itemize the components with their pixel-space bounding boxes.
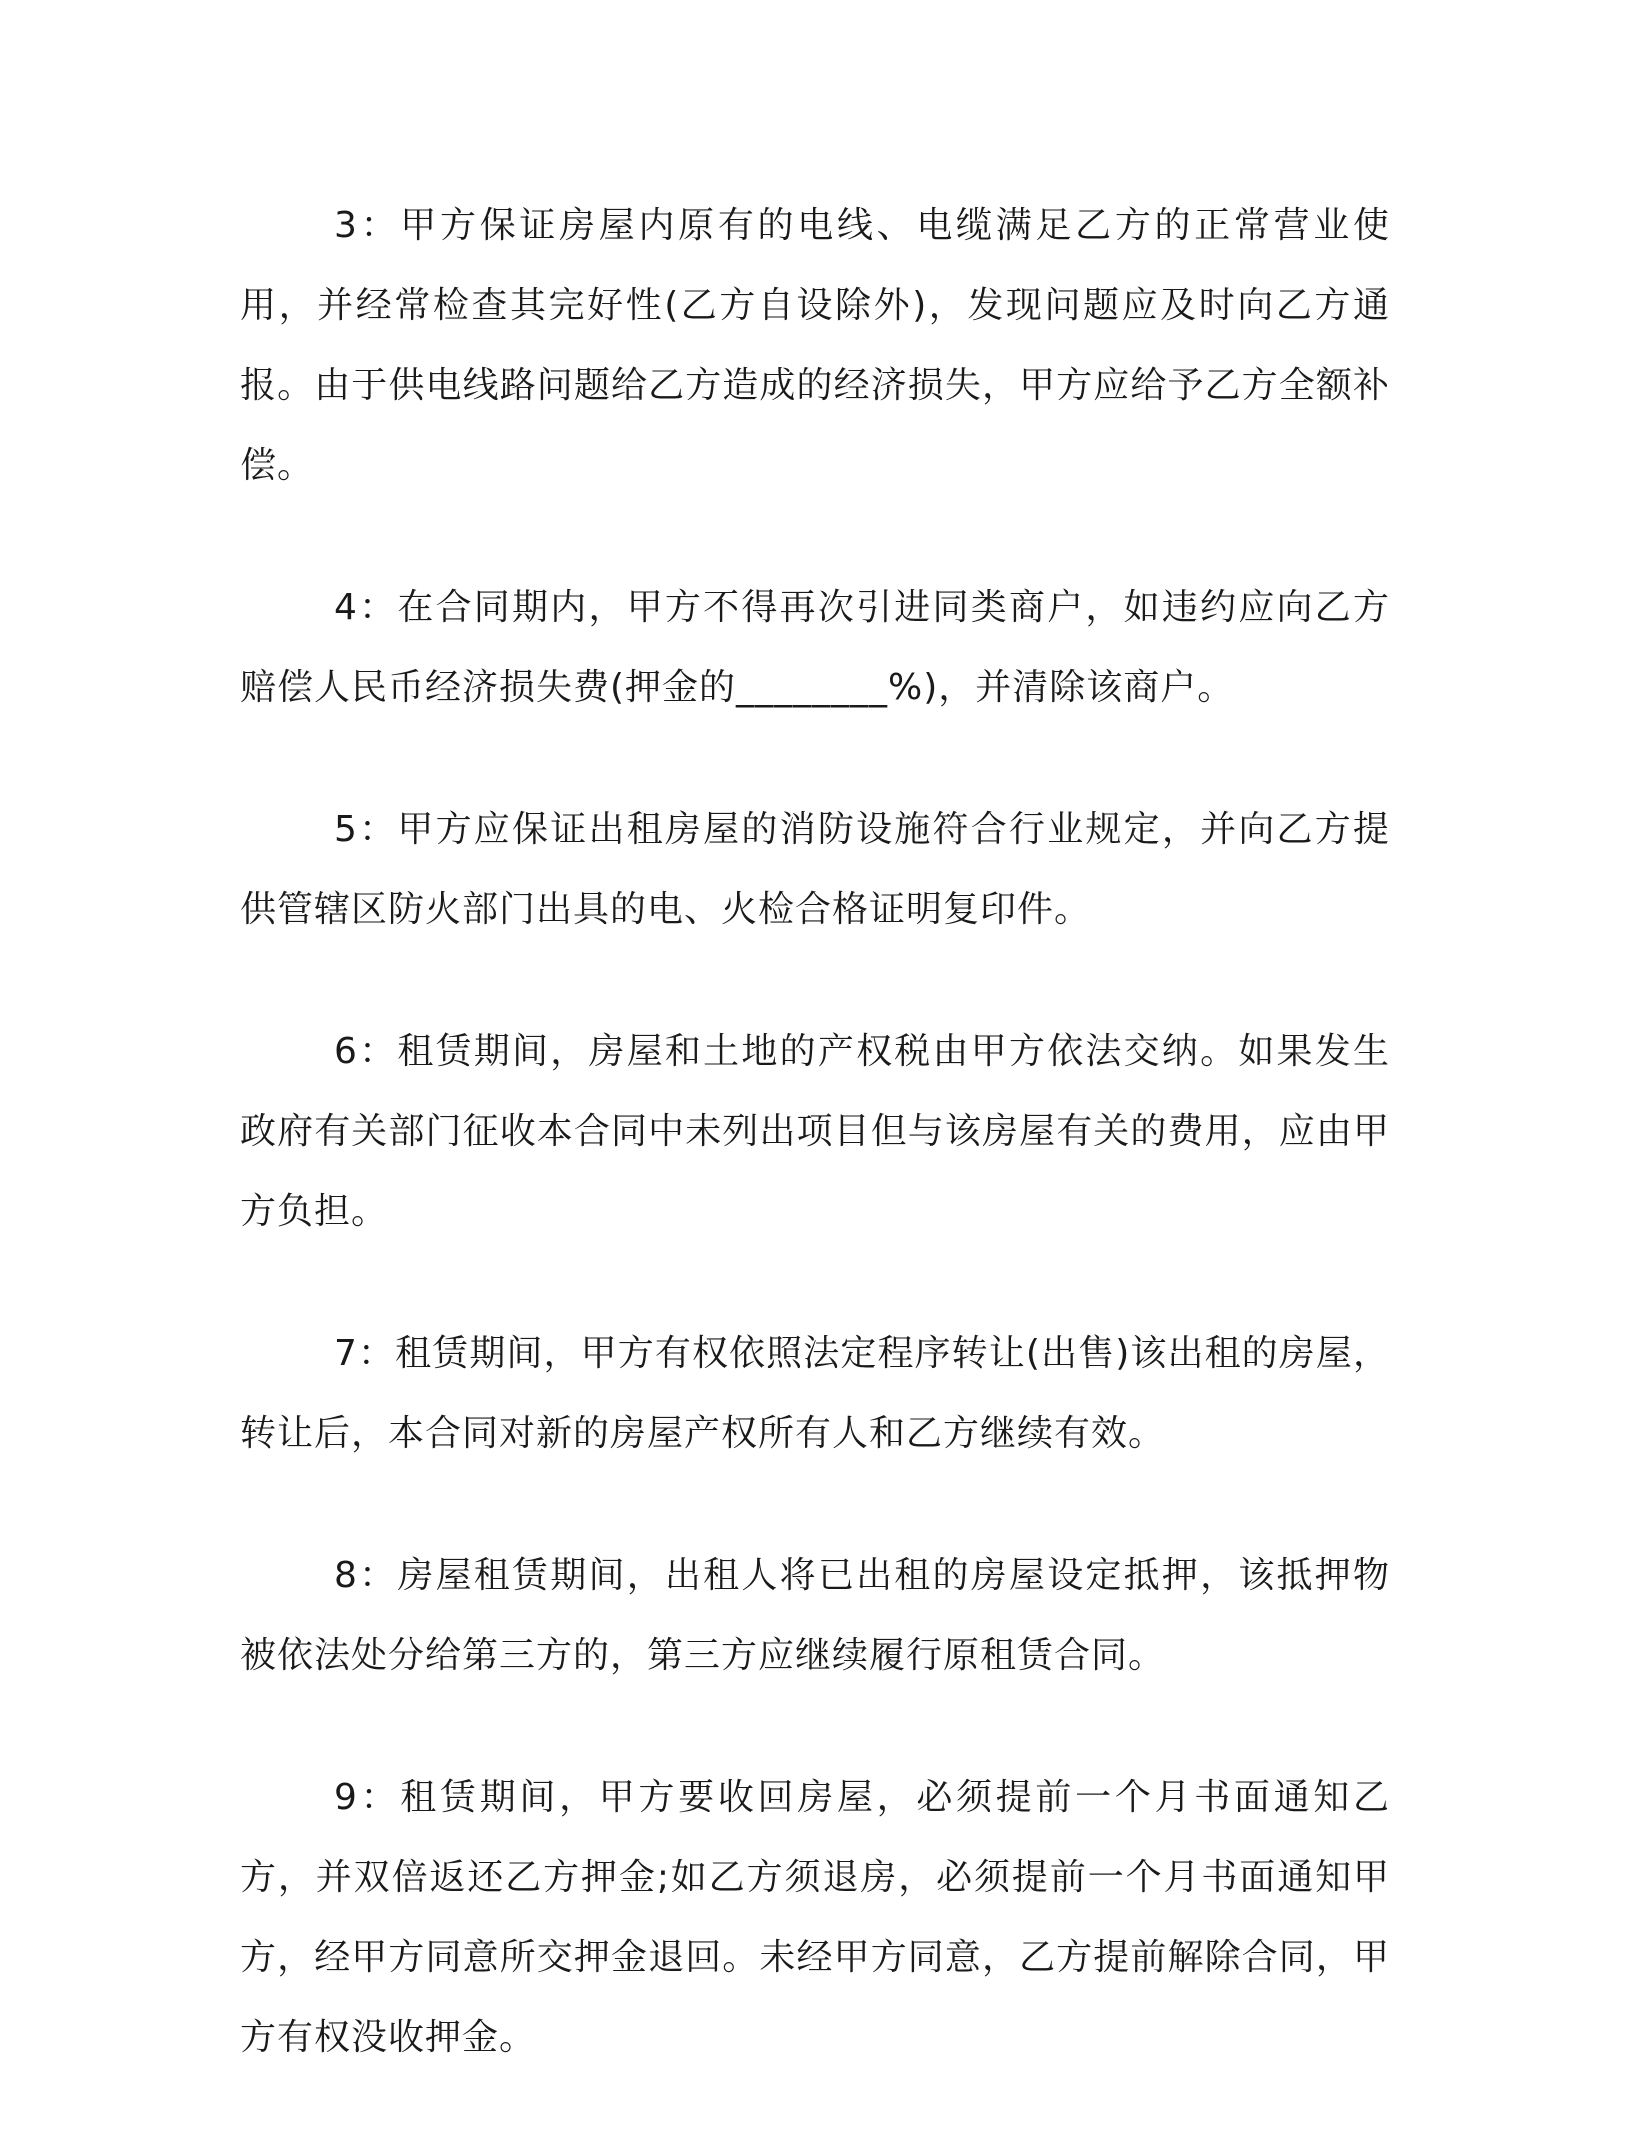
- clause-3: 3：甲方保证房屋内原有的电线、电缆满足乙方的正常营业使用，并经常检查其完好性(乙方自设除外)，发现问题应及时向乙方通报。由于供电线路问题给乙方造成的经济损失，甲方应给予乙方全额补偿。: [240, 205, 1390, 486]
- clause-9: 9：租赁期间，甲方要收回房屋，必须提前一个月书面通知乙方，并双倍返还乙方押金;如乙方须退房，必须提前一个月书面通知甲方，经甲方同意所交押金退回。未经甲方同意，乙方提前解除合同，甲方有权没收押金。: [240, 1777, 1390, 2058]
- clause-4: 4：在合同期内，甲方不得再次引进同类商户，如违约应向乙方赔偿人民币经济损失费(押金的________%)，并清除该商户。: [240, 587, 1390, 708]
- clause-5: 5：甲方应保证出租房屋的消防设施符合行业规定，并向乙方提供管辖区防火部门出具的电、火检合格证明复印件。: [240, 809, 1390, 930]
- contract-clauses: [240, 186, 1390, 2140]
- clause-8: 8：房屋租赁期间，出租人将已出租的房屋设定抵押，该抵押物被依法处分给第三方的，第三方应继续履行原租赁合同。: [240, 1555, 1390, 1676]
- clause-6: 6：租赁期间，房屋和土地的产权税由甲方依法交纳。如果发生政府有关部门征收本合同中未列出项目但与该房屋有关的费用，应由甲方负担。: [240, 1031, 1390, 1232]
- clause-7: 7：租赁期间，甲方有权依照法定程序转让(出售)该出租的房屋，转让后，本合同对新的房屋产权所有人和乙方继续有效。: [240, 1333, 1390, 1454]
